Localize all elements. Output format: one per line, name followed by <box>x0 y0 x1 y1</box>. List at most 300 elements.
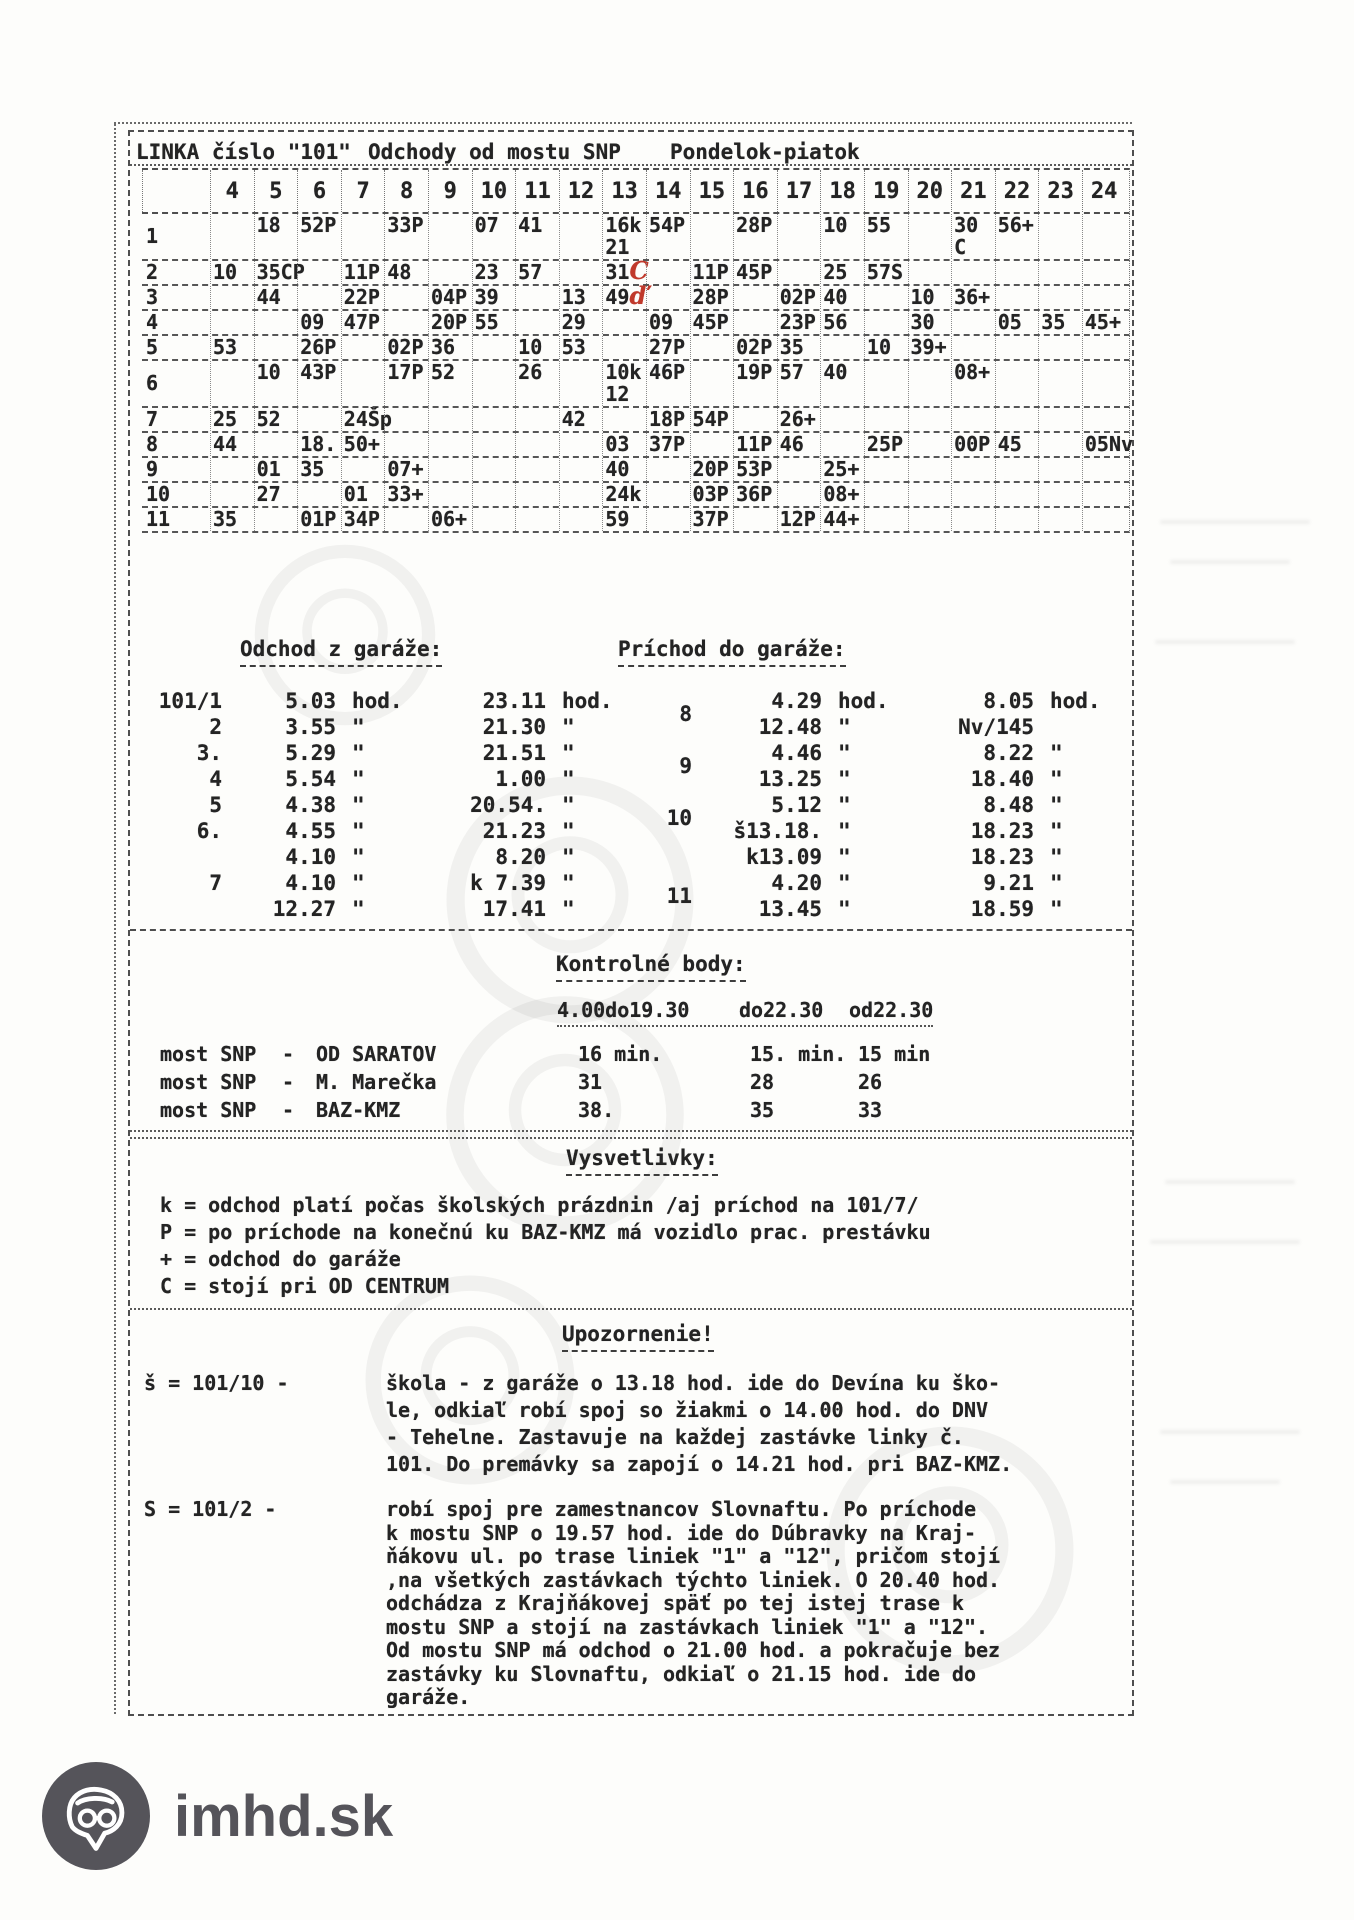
minute-value: 55 <box>474 310 499 334</box>
control-interval-3: 15 min <box>858 1042 931 1066</box>
garage-in-time: k 7.39 <box>470 871 546 895</box>
garage-vehicle-label: 7 <box>209 871 222 895</box>
minute-value <box>387 311 428 333</box>
minute-cell <box>995 361 1039 406</box>
divider <box>130 1308 1132 1310</box>
hours-corner <box>142 170 210 212</box>
minute-cell <box>733 433 777 456</box>
garage-row <box>148 714 636 740</box>
minute-cell <box>210 261 254 284</box>
minute-value: 27 <box>256 482 281 506</box>
minute-value <box>911 383 952 405</box>
minute-cell <box>1082 214 1126 259</box>
minute-cell <box>1082 336 1126 359</box>
vehicle-number: 11 <box>146 507 171 531</box>
minute-value <box>213 458 254 480</box>
minute-value <box>475 433 516 455</box>
garage-row <box>148 844 636 870</box>
minute-cell <box>646 361 690 406</box>
minute-cell <box>341 286 385 309</box>
minute-value <box>649 236 690 258</box>
minute-cell <box>602 458 646 481</box>
minute-cell <box>908 508 952 531</box>
garage-out-time: 13.45 <box>758 897 822 921</box>
minute-value: 01 <box>256 457 281 481</box>
minute-value: 54P <box>648 213 686 237</box>
garage-vehicle-label <box>148 896 228 922</box>
minute-cell <box>1082 261 1126 284</box>
minute-value <box>649 286 690 308</box>
minute-cell <box>428 508 472 531</box>
time-unit: " <box>1050 871 1063 895</box>
minute-cell <box>733 336 777 359</box>
minute-cell <box>864 408 908 431</box>
minute-cell <box>864 361 908 406</box>
minute-value <box>562 383 603 405</box>
minute-value <box>867 361 908 383</box>
minute-value <box>562 236 603 258</box>
minute-cell <box>297 311 341 334</box>
minute-value: 52 <box>430 360 456 384</box>
notice-s-slovnaft <box>144 1498 1000 1710</box>
minute-cell <box>1038 261 1082 284</box>
minute-value <box>998 508 1039 530</box>
minute-value: 17P <box>387 360 424 384</box>
minute-value <box>562 261 603 283</box>
minute-cell <box>384 261 428 284</box>
minute-cell <box>1038 433 1082 456</box>
minute-cell <box>951 408 995 431</box>
minute-cell <box>559 214 603 259</box>
garage-out-time: k13.09 <box>746 845 822 869</box>
minute-cell <box>733 286 777 309</box>
minute-cell <box>951 261 995 284</box>
minute-value <box>1085 483 1126 505</box>
garage-in-time: 9.21 <box>983 871 1034 895</box>
vehicle-number: 10 <box>146 482 171 506</box>
minute-cell <box>690 311 734 334</box>
garage-out-time: 3.55 <box>285 715 336 739</box>
garage-out-time: 4.38 <box>285 793 336 817</box>
garage-in-time: 18.23 <box>970 845 1034 869</box>
minute-value <box>1041 236 1082 258</box>
minute-value: 49ď <box>605 281 647 310</box>
notice-line: ňákovu ul. po trase liniek "1" a "12", pričom stojí <box>386 1544 1001 1568</box>
minute-cell <box>908 261 952 284</box>
minute-cell <box>428 286 472 309</box>
garage-vehicle-label: 11 <box>666 884 692 908</box>
minute-cell <box>1038 286 1082 309</box>
timetable-row <box>142 214 1130 261</box>
minute-cell <box>646 433 690 456</box>
control-route-from: most SNP <box>160 1042 257 1066</box>
minute-value <box>649 261 690 283</box>
vehicle-number: 8 <box>146 432 159 456</box>
hour-header: 4 <box>210 170 254 212</box>
time-unit: " <box>838 819 851 843</box>
control-route-from: most SNP <box>160 1098 257 1122</box>
minute-cell <box>341 508 385 531</box>
divider <box>130 164 1132 166</box>
minute-value <box>1041 408 1082 430</box>
garage-in-time: 8.22 <box>983 741 1034 765</box>
timetable-row <box>142 311 1130 336</box>
minute-cell <box>1038 483 1082 506</box>
hour-header: 15 <box>690 170 734 212</box>
minute-value <box>213 286 254 308</box>
minute-value <box>867 508 908 530</box>
minute-value: 39+ <box>910 335 947 359</box>
bleed-artifact <box>1150 1240 1300 1244</box>
minute-value: 10 <box>518 335 543 359</box>
minute-cell <box>559 336 603 359</box>
minute-cell <box>995 214 1039 259</box>
minute-value: 44 <box>213 432 238 456</box>
minute-value <box>1085 214 1126 236</box>
minute-cell <box>515 458 559 481</box>
garage-row <box>642 792 1118 830</box>
minute-value <box>431 458 472 480</box>
minute-cell <box>602 281 647 310</box>
minute-value <box>300 483 341 505</box>
notice-s-skola <box>144 1370 1012 1478</box>
minute-value: 41 <box>518 213 543 237</box>
minute-cell <box>254 336 298 359</box>
legend-item: k = odchod platí počas školských prázdnin /aj príchod na 101/7/ <box>160 1193 919 1217</box>
minute-value <box>562 458 603 480</box>
time-unit: " <box>1050 793 1063 817</box>
minute-value <box>562 433 603 455</box>
minute-value <box>1041 508 1082 530</box>
minute-value <box>475 408 516 430</box>
minute-value: 16k <box>605 213 642 237</box>
minute-value: 56 <box>823 310 848 334</box>
minute-cell <box>1038 508 1082 531</box>
garage-vehicle-label: 101/1 <box>158 689 222 713</box>
minute-value: 34P <box>343 507 380 531</box>
minute-value <box>998 458 1039 480</box>
minute-cell <box>733 458 777 481</box>
garage-in-time: 8.48 <box>983 793 1034 817</box>
minute-value <box>998 483 1039 505</box>
minute-cell <box>602 311 646 334</box>
period-label: 4.00do19.30 <box>557 998 690 1022</box>
garage-out-time: 5.12 <box>771 793 822 817</box>
scan-border-line <box>114 122 1132 124</box>
minute-cell <box>297 458 341 481</box>
hour-header: 6 <box>297 170 341 212</box>
minute-value <box>736 286 777 308</box>
garage-row <box>642 896 1118 922</box>
vehicle-number: 5 <box>146 335 159 359</box>
minute-cell <box>384 433 428 456</box>
time-unit: " <box>562 819 575 843</box>
bleed-artifact <box>1165 1180 1295 1184</box>
minute-value <box>605 408 646 430</box>
minute-value: 27P <box>648 335 686 359</box>
minute-value <box>344 361 385 383</box>
minute-value: 35 <box>300 457 325 481</box>
minute-value: 03 <box>605 432 630 456</box>
minute-cell <box>646 336 690 359</box>
minute-value: 45 <box>997 432 1022 456</box>
minute-value <box>562 483 603 505</box>
minute-cell <box>515 361 559 406</box>
minute-value: 01 <box>343 482 368 506</box>
control-route-dash: - <box>282 1042 295 1066</box>
minute-cell <box>951 508 995 531</box>
minute-value <box>780 236 821 258</box>
control-point-row <box>160 1096 930 1124</box>
vehicle-number: 2 <box>146 260 159 284</box>
period-label: od22.30 <box>849 998 934 1022</box>
time-unit: " <box>1050 845 1063 869</box>
minute-value: 03P <box>692 482 729 506</box>
minute-cell <box>210 361 254 406</box>
minute-cell <box>428 483 472 506</box>
time-unit: " <box>1050 767 1063 791</box>
minute-cell <box>908 458 952 481</box>
minute-cell <box>472 483 516 506</box>
minute-value <box>780 458 821 480</box>
hour-header: 13 <box>602 170 646 212</box>
control-route-dash: - <box>282 1070 295 1094</box>
minute-cell <box>995 336 1039 359</box>
time-unit: " <box>352 845 365 869</box>
minute-cell <box>1038 408 1082 431</box>
minute-cell <box>254 508 298 531</box>
minute-value <box>823 336 864 358</box>
minute-value: 43P <box>300 360 337 384</box>
control-route-to: BAZ-KMZ <box>316 1098 401 1122</box>
time-unit: " <box>352 741 365 765</box>
notice-line: ,na všetkých zastávkach týchto liniek. O 20.40 hod. <box>386 1567 1001 1592</box>
notice-prefix: š = 101/10 - <box>144 1371 289 1395</box>
time-unit: " <box>838 793 851 817</box>
legend-item: + = odchod do garáže <box>160 1247 401 1271</box>
minute-value <box>300 408 341 430</box>
minute-value: 02P <box>736 335 773 359</box>
time-unit: hod. <box>838 689 889 713</box>
vehicle-number: 6 <box>146 371 159 395</box>
minute-cell <box>341 483 385 506</box>
minute-cell <box>428 336 472 359</box>
line-title: LINKA číslo "101" <box>136 140 351 164</box>
time-unit: " <box>838 897 851 921</box>
minute-cell <box>733 408 777 431</box>
garage-row <box>148 896 636 922</box>
minute-value <box>911 483 952 505</box>
minute-value: 18. <box>300 432 337 456</box>
minute-cell <box>820 286 864 309</box>
garage-out-time: 13.25 <box>758 767 822 791</box>
minute-cell <box>297 336 341 359</box>
minute-cell <box>995 286 1039 309</box>
garage-row <box>148 818 636 844</box>
minute-value: 44 <box>256 285 281 309</box>
minute-cell <box>908 286 952 309</box>
minute-cell <box>515 286 559 309</box>
garage-row <box>642 740 1118 778</box>
minute-cell <box>646 458 690 481</box>
minute-cell <box>472 361 516 406</box>
minute-value <box>954 311 995 333</box>
minute-value <box>475 508 516 530</box>
minute-value: 10 <box>256 360 281 384</box>
minute-cell <box>559 261 603 284</box>
minute-cell <box>995 483 1039 506</box>
minute-cell <box>777 483 821 506</box>
minute-cell <box>908 336 952 359</box>
minute-cell <box>777 336 821 359</box>
minute-cell <box>820 311 864 334</box>
minute-cell <box>1038 336 1082 359</box>
minute-value: 42 <box>561 407 586 431</box>
minute-cell <box>646 408 690 431</box>
minute-value <box>867 286 908 308</box>
minute-value: 09 <box>300 310 325 334</box>
garage-arrival-title: Príchod do garáže: <box>618 637 846 667</box>
garage-vehicle-label <box>642 844 698 870</box>
minute-value: 12 <box>605 382 630 406</box>
scan-border-line <box>114 124 116 1714</box>
minute-value: 35CP <box>256 260 305 284</box>
minute-value: 02P <box>387 335 424 359</box>
garage-vehicle-label: 8 <box>679 702 692 726</box>
time-unit: " <box>562 845 575 869</box>
notice-line: garáže. <box>386 1685 471 1709</box>
minute-value <box>1041 483 1082 505</box>
minute-cell <box>515 433 559 456</box>
hour-header: 7 <box>341 170 385 212</box>
minute-cell <box>908 483 952 506</box>
minute-value <box>431 236 472 258</box>
minute-cell <box>733 261 777 284</box>
minute-cell <box>254 311 298 334</box>
control-interval-2: 15. min. <box>750 1042 847 1066</box>
minute-value <box>954 408 995 430</box>
minute-value <box>387 383 428 405</box>
garage-row <box>642 844 1118 870</box>
control-route-dash: - <box>282 1098 295 1122</box>
minute-value <box>1085 458 1126 480</box>
minute-value: 25+ <box>823 457 860 481</box>
minute-cell <box>297 433 341 456</box>
minute-value <box>1041 336 1082 358</box>
time-unit: " <box>1050 819 1063 843</box>
minute-cell <box>384 286 428 309</box>
notice-line: k mostu SNP o 19.57 hod. ide do Dúbravky na Kraj- <box>386 1520 977 1545</box>
minute-cell <box>297 361 341 406</box>
minute-value <box>1085 286 1126 308</box>
minute-cell <box>820 483 864 506</box>
minute-value <box>344 336 385 358</box>
minute-cell <box>210 483 254 506</box>
minute-cell <box>602 336 646 359</box>
minute-value: 28P <box>692 285 729 309</box>
minute-value <box>649 483 690 505</box>
minute-value <box>387 433 428 455</box>
garage-out-time: 4.55 <box>285 819 336 843</box>
minute-cell <box>690 433 734 456</box>
minute-cell <box>341 311 385 334</box>
time-unit: " <box>838 767 851 791</box>
minute-value: 07 <box>474 213 499 237</box>
minute-value: 05 <box>997 310 1022 334</box>
minute-cell <box>646 311 690 334</box>
minute-value: 56+ <box>997 213 1034 237</box>
minute-cell <box>254 361 298 406</box>
garage-vehicle-label: 9 <box>679 754 692 778</box>
minute-cell <box>515 261 559 284</box>
control-interval-1: 31 <box>578 1070 603 1094</box>
minute-cell <box>777 311 821 334</box>
vehicle-number: 7 <box>146 407 159 431</box>
control-route-to: M. Marečka <box>316 1070 437 1094</box>
minute-cell <box>777 361 821 406</box>
timetable-row <box>142 336 1130 361</box>
minute-cell <box>820 433 864 456</box>
vehicle-number: 9 <box>146 457 159 481</box>
minute-value <box>213 236 254 258</box>
legend-item: C = stojí pri OD CENTRUM <box>160 1274 449 1298</box>
minute-value <box>954 508 995 530</box>
imhd-brand-text: imhd.sk <box>174 1783 394 1849</box>
minute-cell <box>515 311 559 334</box>
garage-out-time: 4.10 <box>285 871 336 895</box>
hour-header: 12 <box>559 170 603 212</box>
divider <box>130 1130 1132 1132</box>
garage-left-block <box>148 688 636 922</box>
garage-row <box>642 714 1118 740</box>
minute-value <box>518 383 559 405</box>
minute-value: 06+ <box>430 507 468 531</box>
minute-value: 30 <box>954 213 979 237</box>
minute-value <box>518 508 559 530</box>
minute-value: 10 <box>823 213 848 237</box>
minute-cell <box>472 408 516 431</box>
time-unit: " <box>1050 741 1063 765</box>
minute-value <box>300 236 341 258</box>
minute-value <box>387 508 428 530</box>
minute-cell <box>384 458 428 481</box>
minute-value <box>257 508 298 530</box>
notice-line: robí spoj pre zamestnancov Slovnaftu. Po príchode <box>386 1497 977 1521</box>
minute-cell <box>820 336 864 359</box>
notice-body <box>386 1370 1012 1478</box>
time-unit: " <box>562 715 575 739</box>
minute-value <box>518 433 559 455</box>
minute-cell <box>733 214 777 259</box>
minute-value: 57 <box>779 360 804 384</box>
garage-out-time: 12.48 <box>758 715 822 739</box>
minute-cell <box>820 214 864 259</box>
garage-out-time: 5.54 <box>285 767 336 791</box>
minute-value <box>911 361 952 383</box>
minute-cell <box>428 408 472 431</box>
minute-value <box>387 236 428 258</box>
minute-value <box>911 261 952 283</box>
minute-cell <box>777 408 821 431</box>
minute-value: 59 <box>605 507 630 531</box>
garage-departure-title: Odchod z garáže: <box>240 637 442 667</box>
timetable-row <box>142 508 1130 533</box>
minute-value <box>431 214 472 236</box>
minute-value <box>998 361 1039 383</box>
garage-vehicle-label: 5 <box>209 793 222 817</box>
minute-cell <box>690 336 734 359</box>
garage-row <box>148 688 636 714</box>
